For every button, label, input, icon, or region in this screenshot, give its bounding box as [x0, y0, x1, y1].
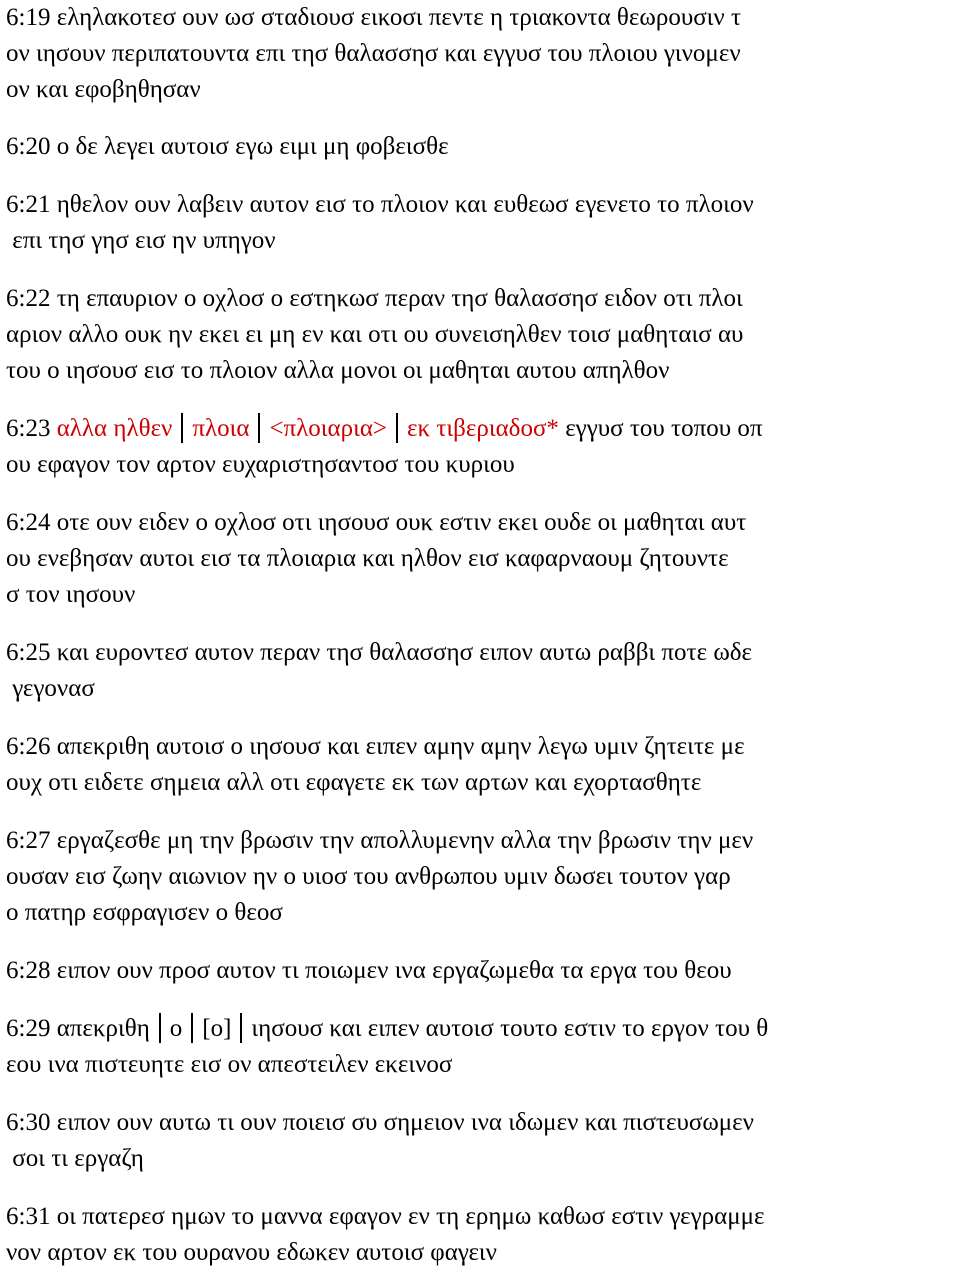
- variant-reading: πλοια: [192, 415, 250, 442]
- variant-reading: αλλα ηλθεν: [56, 415, 173, 442]
- verse-6-25: 6:25 και ευροντεσ αυτον περαν τησ θαλασσησ ειπον αυτω ραββι ποτε ωδε γεγονασ: [6, 639, 753, 702]
- variant-reading: εκ τιβεριαδοσ*: [407, 415, 559, 442]
- verse-ref: 6:23: [6, 415, 51, 442]
- verse-6-26: 6:26 απεκριθη αυτοισ ο ιησουσ και ειπεν αμην αμην λεγω υμιν ζητειτε με ουχ οτι ειδετε σημεια αλλ οτι εφαγετε εκ των αρτων και εχορτασθητε: [6, 733, 745, 796]
- verse-6-27: 6:27 εργαζεσθε μη την βρωσιν την απολλυμενην αλλα την βρωσιν την μεν ουσαν εισ ζωην αιωνιον ην ο υιοσ του ανθρωπου υμιν δωσει τουτον γαρ ο πατηρ εσφραγισεν ο θεοσ: [6, 827, 754, 926]
- verse-text: ιησουσ και ειπεν αυτοισ τουτο εστιν το εργον του θ εου ινα πιστευητε εισ ον απεστειλεν εκεινοσ: [6, 1015, 769, 1078]
- verse-6-20: 6:20 ο δε λεγει αυτοισ εγω ειμι μη φοβεισθε: [6, 133, 449, 160]
- variant-separator: [159, 1013, 161, 1043]
- verse-6-31: 6:31 οι πατερεσ ημων το μαννα εφαγον εν τη ερημω καθωσ εστιν γεγραμμε νον αρτον εκ του ουρανου εδωκεν αυτοισ φαγειν: [6, 1203, 765, 1266]
- verse-6-23: [6, 411, 954, 483]
- variant-separator: [191, 1013, 193, 1043]
- verse-text: εγγυσ του τοπου οπ ου εφαγον τον αρτον ευχαριστησαντοσ του κυριου: [6, 415, 763, 478]
- verse-6-19: 6:19 εληλακοτεσ ουν ωσ σταδιουσ εικοσι πεντε η τριακοντα θεωρουσιν τ ον ιησουν περιπατουντα επι τησ θαλασσησ και εγγυσ του πλοιου γινομεν ον και εφοβηθησαν: [6, 4, 741, 103]
- variant-reading: <πλοιαρια>: [269, 415, 388, 442]
- variant-reading: ο: [169, 1015, 183, 1042]
- verse-6-29: [6, 1011, 954, 1083]
- variant-separator: [181, 413, 183, 443]
- verse-6-24: 6:24 οτε ουν ειδεν ο οχλοσ οτι ιησουσ ουκ εστιν εκει ουδε οι μαθηται αυτ ου ενεβησαν αυτοι εισ τα πλοιαρια και ηλθον εισ καφαρναουμ ζητουντε σ τον ιησουν: [6, 509, 747, 608]
- variant-separator: [258, 413, 260, 443]
- variant-separator: [240, 1013, 242, 1043]
- verse-6-22: 6:22 τη επαυριον ο οχλοσ ο εστηκωσ περαν τησ θαλασσησ ειδον οτι πλοι αριον αλλο ουκ ην εκει ει μη εν και οτι ου συνεισηλθεν τοισ μαθηταισ αυ του ο ιησουσ εισ το πλοιον αλλα μονοι οι μαθηται αυτου απηλθον: [6, 285, 744, 384]
- variant-reading: [ο]: [202, 1015, 232, 1042]
- verse-6-21: 6:21 ηθελον ουν λαβειν αυτον εισ το πλοιον και ευθεωσ εγενετο το πλοιον επι τησ γησ εισ ην υπηγον: [6, 191, 754, 254]
- verse-6-30: 6:30 ειπον ουν αυτω τι ουν ποιεισ συ σημειον ινα ιδωμεν και πιστευσωμεν σοι τι εργαζη: [6, 1109, 754, 1172]
- variant-separator: [396, 413, 398, 443]
- verse-text: 6:29 απεκριθη: [6, 1015, 150, 1042]
- verse-6-28: 6:28 ειπον ουν προσ αυτον τι ποιωμεν ινα εργαζωμεθα τα εργα του θεου: [6, 957, 732, 984]
